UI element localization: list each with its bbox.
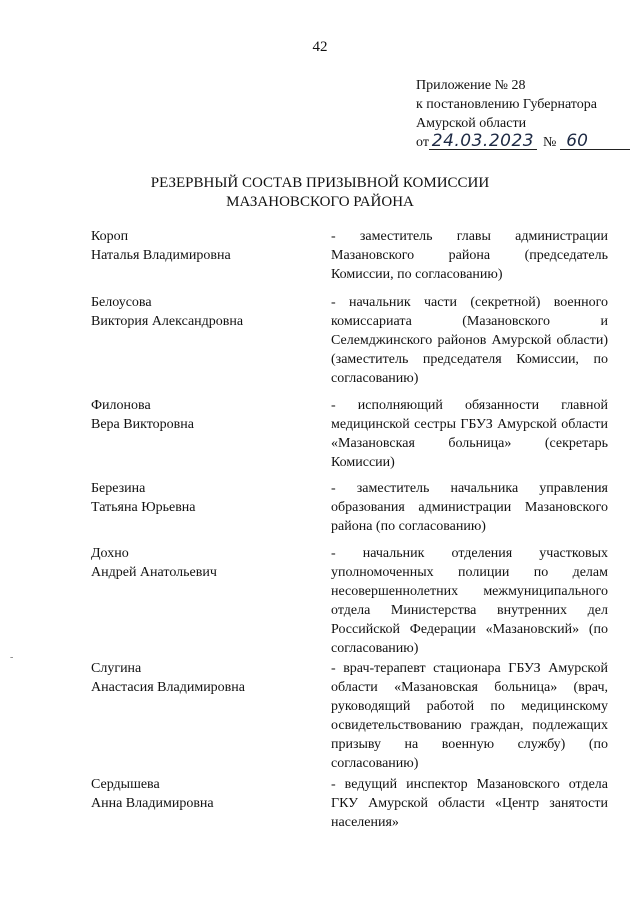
member-given-name: Андрей Анатольевич (91, 565, 217, 580)
member-role: - начальник отделения участковых уполномоченных полиции по делам несовершеннолетних межмуниципального отдела Министерства внутренних дел Российской Федерации «Мазановский» (по согласованию) (331, 546, 608, 656)
member-given-name: Анастасия Владимировна (91, 680, 245, 695)
document-title (0, 174, 640, 212)
appendix-block (416, 76, 630, 152)
member-surname: Дохно (91, 546, 129, 561)
member-role: - заместитель начальника управления образования администрации Мазановского района (по согласованию) (331, 481, 608, 534)
appendix-reference: к постановлению Губернатора (416, 97, 597, 112)
member-surname: Слугина (91, 661, 142, 676)
handwritten-number: 60 (560, 133, 630, 150)
from-label: от (416, 135, 429, 150)
member-surname: Короп (91, 229, 129, 244)
number-sign: № (542, 135, 557, 150)
member-given-name: Татьяна Юрьевна (91, 500, 196, 515)
margin-mark: - (10, 652, 14, 663)
member-name (91, 479, 311, 517)
member-given-name: Вера Викторовна (91, 417, 194, 432)
member-name (91, 544, 311, 582)
member-given-name: Виктория Александровна (91, 314, 244, 329)
member-role: - врач-терапевт стационара ГБУЗ Амурской области «Мазановская больница» (врач, руководящий работой по медицинскому освидетельствованию граждан, подлежащих призыву на военную службу) (по согласованию) (331, 661, 608, 771)
member-surname: Филонова (91, 398, 151, 413)
member-name (91, 775, 311, 813)
member-name (91, 293, 311, 331)
handwritten-date: 24.03.2023 (429, 133, 537, 150)
member-surname: Березина (91, 481, 146, 496)
member-role: - ведущий инспектор Мазановского отдела ГКУ Амурской области «Центр занятости населения» (331, 777, 608, 830)
page-number: 42 (312, 39, 328, 55)
member-role: - заместитель главы администрации Мазановского района (председатель Комиссии, по согласованию) (331, 229, 608, 282)
title-line-1: РЕЗЕРВНЫЙ СОСТАВ ПРИЗЫВНОЙ КОМИССИИ (150, 175, 490, 191)
member-name (91, 227, 311, 265)
appendix-title: Приложение № 28 (416, 78, 526, 93)
member-given-name: Наталья Владимировна (91, 248, 231, 263)
appendix-date-number (416, 133, 630, 152)
member-role: - исполняющий обязанности главной медицинской сестры ГБУЗ Амурской области «Мазановская больница» (секретарь Комиссии) (331, 398, 608, 470)
title-line-2: МАЗАНОВСКОГО РАЙОНА (226, 194, 414, 210)
member-surname: Белоусова (91, 295, 152, 310)
member-given-name: Анна Владимировна (91, 796, 214, 811)
member-role: - начальник части (секретной) военного комиссариата (Мазановского и Селемджинского районов Амурской области) (заместитель председателя Комиссии, по согласованию) (331, 295, 608, 386)
member-surname: Сердышева (91, 777, 160, 792)
appendix-region: Амурской области (416, 116, 527, 131)
member-name (91, 659, 311, 697)
member-name (91, 396, 311, 434)
